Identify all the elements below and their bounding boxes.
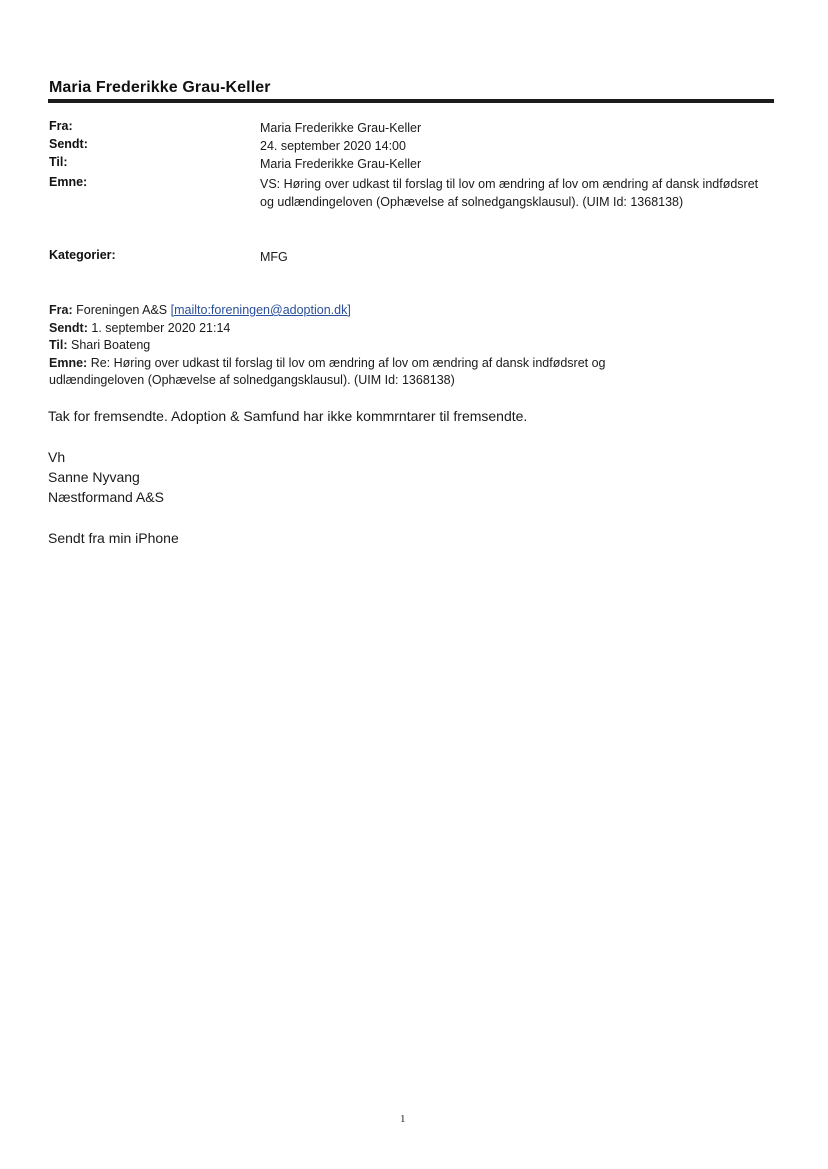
forwarded-from-line: [49, 302, 749, 320]
header-to-label: Til:: [49, 155, 68, 169]
forwarded-to-label: Til:: [49, 338, 68, 352]
forwarded-from-name: Foreningen A&S: [76, 303, 168, 317]
header-to-value: Maria Frederikke Grau-Keller: [260, 157, 422, 171]
title-divider: [48, 99, 774, 103]
header-from-value: Maria Frederikke Grau-Keller: [260, 121, 422, 135]
forwarded-sent-value: 1. september 2020 21:14: [91, 320, 231, 335]
header-sent-label: Sendt:: [49, 137, 88, 151]
forwarded-email-link[interactable]: [mailto:foreningen@adoption.dk]: [170, 303, 351, 317]
header-from-label: Fra:: [49, 119, 73, 133]
signature-title: Næstformand A&S: [48, 489, 164, 505]
forwarded-sent-label: Sendt:: [49, 320, 88, 335]
header-subject-label: Emne:: [49, 175, 88, 189]
header-sent-value: 24. september 2020 14:00: [260, 139, 406, 153]
signature-name: Sanne Nyvang: [48, 469, 140, 485]
forwarded-subject-label: Emne:: [49, 355, 88, 370]
forwarded-subject-value: Re: Høring over udkast til forslag til lov om ændring af lov om ændring af dansk indfødsret og udlændingeloven (Ophævelse af solnedgangsklausul). (UIM Id: 1368138): [49, 355, 606, 387]
body-message: Tak for fremsendte. Adoption & Samfund har ikke kommrntarer til fremsendte.: [48, 408, 528, 424]
forwarded-from-label: Fra:: [49, 303, 73, 317]
page-number: 1: [400, 1113, 406, 1125]
forwarded-to-line: [49, 337, 749, 355]
body-greeting: Vh: [48, 449, 66, 465]
sender-title: Maria Frederikke Grau-Keller: [49, 79, 271, 96]
forwarded-to-value: Shari Boateng: [71, 338, 151, 352]
sent-from-device: Sendt fra min iPhone: [48, 530, 179, 546]
forwarded-header: [49, 302, 749, 390]
header-categories-label: Kategorier:: [49, 248, 116, 262]
header-categories-value: MFG: [260, 250, 288, 264]
forwarded-sent-line: [49, 320, 749, 338]
forwarded-subject-line: [49, 355, 689, 390]
header-subject-value: VS: Høring over udkast til forslag til lov om ændring af lov om ændring af dansk indfødsret og udlændingeloven (Ophævelse af solnedgangsklausul). (UIM Id: 1368138): [260, 177, 759, 209]
